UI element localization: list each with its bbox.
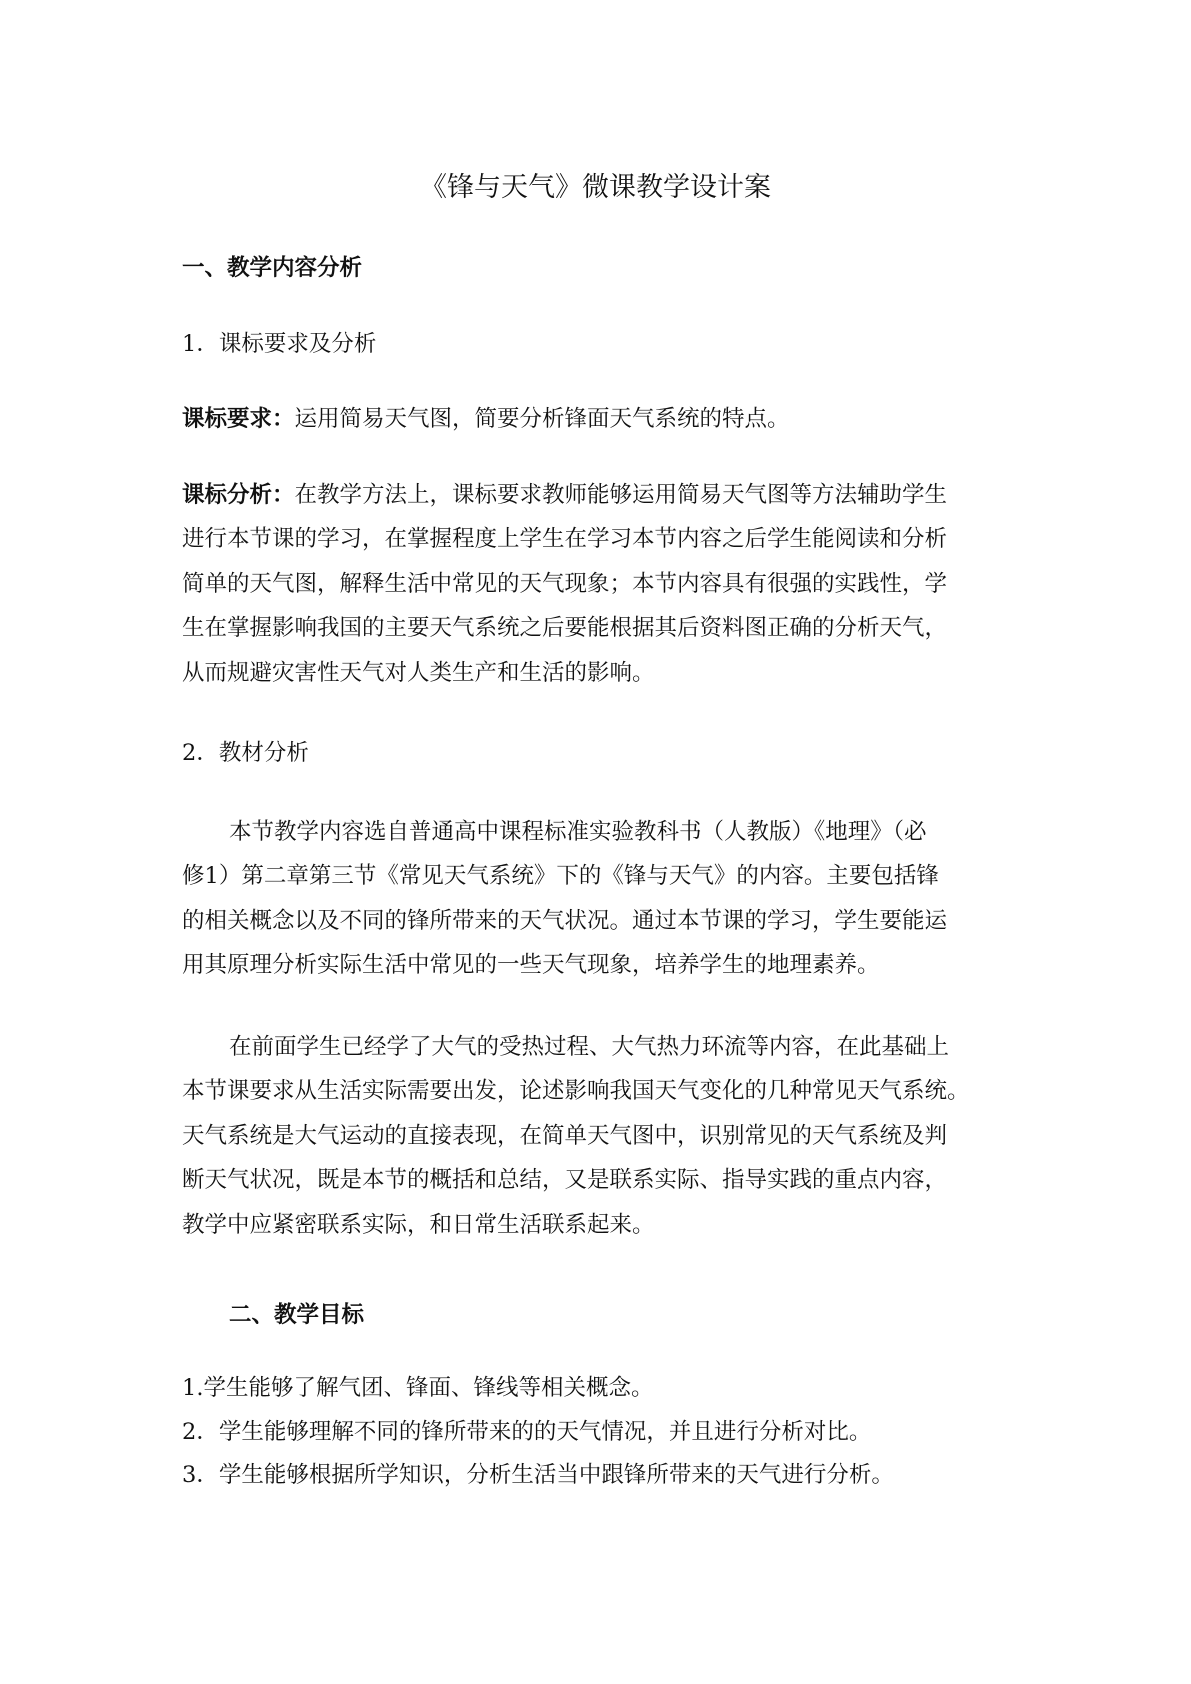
objective-item-2: 2．学生能够理解不同的锋所带来的的天气情况，并且进行分析对比。 [182, 1419, 872, 1445]
analysis-line-3: 简单的天气图，解释生活中常见的天气现象；本节内容具有很强的实践性，学 [182, 571, 948, 597]
requirement-text: 运用简易天气图，简要分析锋面天气系统的特点。 [294, 406, 790, 432]
requirement-label: 课标要求： [182, 406, 295, 432]
analysis-line-1 [182, 477, 947, 513]
textbook-para1-line-4: 用其原理分析实际生活中常见的一些天气现象，培养学生的地理素养。 [182, 952, 880, 978]
textbook-para2-line-2: 本节课要求从生活实际需要出发，论述影响我国天气变化的几种常见天气系统。 [182, 1078, 970, 1104]
curriculum-requirement-paragraph [182, 401, 790, 437]
textbook-para2-line-1: 在前面学生已经学了大气的受热过程、大气热力环流等内容，在此基础上 [229, 1034, 950, 1060]
analysis-line-4: 生在掌握影响我国的主要天气系统之后要能根据其后资料图正确的分析天气， [182, 615, 948, 641]
textbook-para2-line-4: 断天气状况，既是本节的概括和总结，又是联系实际、指导实践的重点内容， [182, 1167, 948, 1193]
textbook-para2-line-3: 天气系统是大气运动的直接表现，在简单天气图中，识别常见的天气系统及判 [182, 1123, 948, 1149]
textbook-para1-line-3: 的相关概念以及不同的锋所带来的天气状况。通过本节课的学习，学生要能运 [182, 908, 948, 934]
subsection-heading-curriculum: 1．课标要求及分析 [182, 331, 377, 357]
section-heading-objectives: 二、教学目标 [229, 1302, 365, 1328]
analysis-text: 在教学方法上，课标要求教师能够运用简易天气图等方法辅助学生 [294, 482, 948, 508]
subsection-heading-textbook: 2．教材分析 [182, 740, 309, 766]
textbook-para2-line-5: 教学中应紧密联系实际，和日常生活联系起来。 [182, 1212, 655, 1238]
analysis-label: 课标分析： [182, 482, 295, 508]
objective-item-1: 1.学生能够了解气团、锋面、锋线等相关概念。 [182, 1375, 654, 1401]
textbook-para1-line-1: 本节教学内容选自普通高中课程标准实验教科书（人教版）《地理》（必 [229, 819, 927, 845]
objective-item-3: 3．学生能够根据所学知识，分析生活当中跟锋所带来的天气进行分析。 [182, 1462, 894, 1488]
document-title: 《锋与天气》微课教学设计案 [420, 172, 771, 203]
section-heading-content-analysis: 一、教学内容分析 [182, 255, 363, 281]
textbook-para1-line-2: 修1）第二章第三节《常见天气系统》下的《锋与天气》的内容。主要包括锋 [182, 863, 939, 889]
analysis-line-5: 从而规避灾害性天气对人类生产和生活的影响。 [182, 660, 655, 686]
analysis-line-2: 进行本节课的学习，在掌握程度上学生在学习本节内容之后学生能阅读和分析 [182, 526, 948, 552]
